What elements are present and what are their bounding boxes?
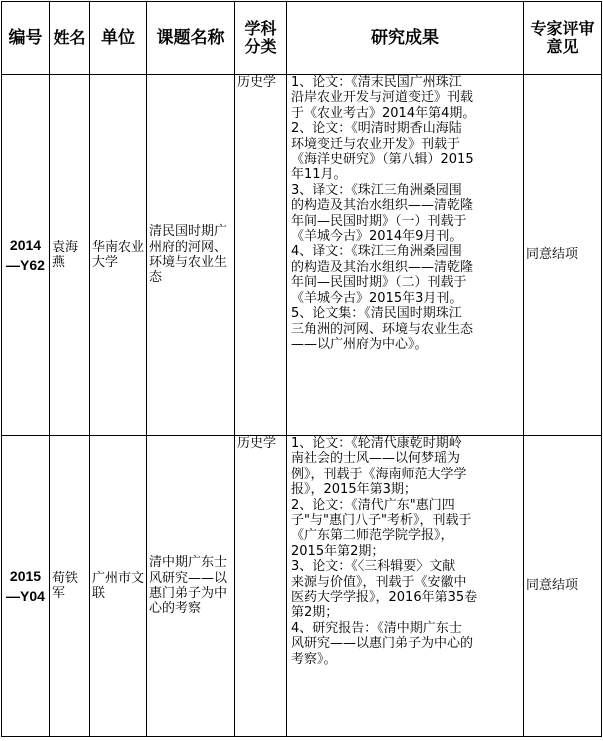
result-line: 南社会的士风——以何梦瑶为: [291, 451, 461, 467]
result-line: 3、译文：《珠江三角洲桑园围: [291, 182, 462, 198]
result-line: 《羊城今古》2015年3月刊。: [291, 290, 463, 306]
result-line: 风研究——以惠门弟子为中心的: [291, 636, 474, 652]
result-line: 年间—民国时期》（一）刊载于: [291, 213, 467, 229]
results-list: [291, 75, 519, 352]
table-row: [2, 436, 602, 737]
header-opinion: 专家评审意见: [524, 2, 602, 75]
result-line: 1、论文：《清末民国广州珠江: [291, 75, 462, 90]
result-line: 子"与"惠门八子"考析》，刊载于: [291, 513, 472, 529]
result-line: 三角洲的河网、环境与农业生态: [291, 321, 474, 337]
result-line: 例》，刊载于《海南师范大学学: [291, 466, 467, 482]
researcher-name: 袁海燕: [50, 75, 90, 436]
result-line: 年间—民国时期》（二）刊载于: [291, 275, 467, 291]
result-line: 2、论文：《清代广东"惠门四: [291, 497, 455, 513]
result-line: 第2期；: [291, 605, 339, 621]
discipline: 历史学: [235, 75, 287, 436]
result-line: 5、论文集：《清民国时期珠江: [291, 306, 462, 322]
affiliation: 广州市文联: [90, 436, 147, 737]
header-topic: 课题名称: [147, 2, 235, 75]
header-row: [2, 2, 602, 75]
result-line: 《海洋史研究》（第八辑）2015: [291, 152, 474, 168]
result-line: 来源与价值》，刊载于《安徽中: [291, 574, 467, 590]
project-title: 清中期广东士风研究——以惠门弟子为中心的考察: [147, 436, 235, 737]
result-line: 4、研究报告：《清中期广东士: [291, 620, 462, 636]
results-list: [291, 436, 519, 667]
result-line: ——以广州府为中心》。: [291, 336, 428, 352]
result-line: 的构造及其治水组织——清乾隆: [291, 198, 474, 214]
project-code: 2014—Y62: [2, 75, 50, 436]
discipline: 历史学: [235, 436, 287, 737]
result-line: 的构造及其治水组织——清乾隆: [291, 259, 474, 275]
header-results: 研究成果: [287, 2, 524, 75]
header-code: 编号: [2, 2, 50, 75]
review-opinion: 同意结项: [524, 75, 602, 436]
result-line: 医药大学学报》，2016年第35卷: [291, 590, 478, 606]
result-line: 2015年第2期；: [291, 543, 385, 559]
result-line: 《羊城今古》2014年9月刊。: [291, 229, 463, 245]
affiliation: 华南农业大学: [90, 75, 147, 436]
project-results-table: [1, 1, 602, 737]
result-line: 沿岸农业开发与河道变迁》刊载: [291, 90, 474, 106]
research-results: [287, 75, 524, 436]
project-code: 2015—Y04: [2, 436, 50, 737]
result-line: 《广东第二师范学院学报》，: [291, 528, 454, 544]
project-title: 清民国时期广州府的河网、环境与农业生态: [147, 75, 235, 436]
researcher-name: 荀铁军: [50, 436, 90, 737]
review-opinion: 同意结项: [524, 436, 602, 737]
result-line: 3、论文：《〈三科辑要〉文献: [291, 559, 456, 575]
research-results: [287, 436, 524, 737]
header-discipline: 学科分类: [235, 2, 287, 75]
result-line: 于《农业考古》2014年第4期。: [291, 105, 476, 121]
table-row: [2, 75, 602, 436]
result-line: 2、论文：《明清时期香山海陆: [291, 121, 462, 137]
result-line: 年11月。: [291, 167, 347, 183]
result-line: 4、译文：《珠江三角洲桑园围: [291, 244, 462, 260]
result-line: 考察》。: [291, 651, 337, 667]
result-line: 报》，2015年第3期；: [291, 482, 417, 498]
result-line: 1、论文：《轮清代康乾时期岭: [291, 436, 462, 451]
header-name: 姓名: [50, 2, 90, 75]
header-unit: 单位: [90, 2, 147, 75]
result-line: 环境变迁与农业开发》刊载于: [291, 136, 461, 152]
